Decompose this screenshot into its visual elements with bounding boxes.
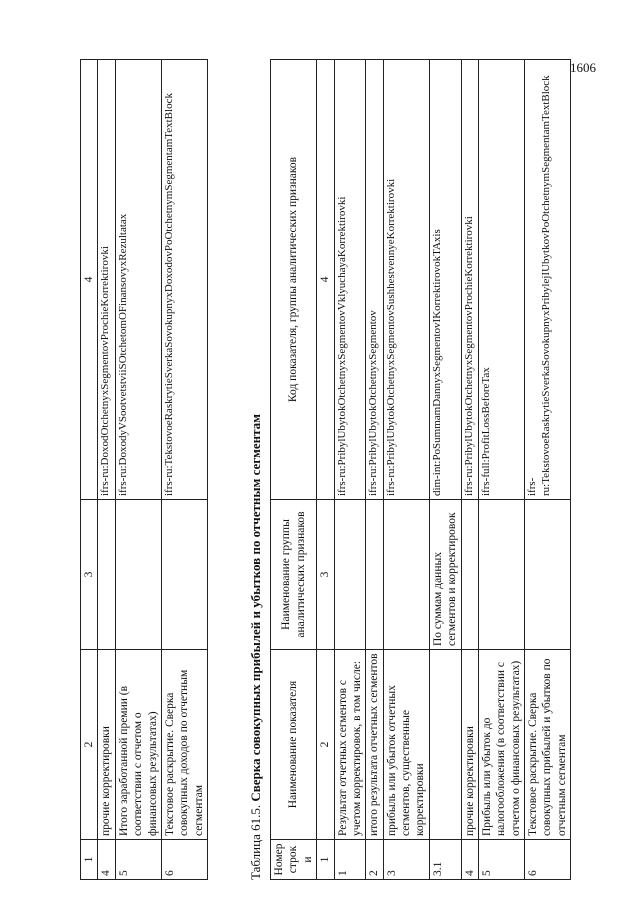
group-name (383, 500, 429, 650)
table-header-row (271, 60, 317, 880)
indicator-name: Итого заработанной премии (в соответствии с отчетом о финансовых результатах) (115, 650, 161, 840)
table-row (115, 60, 161, 880)
indicator-code: ifrs-ru:TekstovoeRaskrytieSverkaSovokupnyxDoxodovPoOtchetnymSegmentamTextBlock (161, 60, 207, 500)
header-row-number: Номер строки (271, 840, 317, 880)
row-number: 2 (366, 840, 383, 880)
indicator-name (429, 650, 461, 840)
indicator-name: Прибыль или убыток до налогообложения (в соответствии с отчетом о финансовых результатах) (478, 650, 524, 840)
table-row (525, 60, 571, 880)
header-indicator-name: Наименование показателя (271, 650, 317, 840)
row-number: 6 (161, 840, 207, 880)
indicator-name: Результат отчетных сегментов с учетом корректировок, в том числе: (334, 650, 366, 840)
indicator-code: ifrs-ru:PribylUbytokOtchetnyxSegmentovVklyuchayaKorrektirovki (334, 60, 366, 500)
table-caption (248, 60, 264, 880)
page-number: 1606 (570, 60, 596, 75)
rotated-page-content (80, 30, 620, 880)
indicator-code: ifrs-ru:DoxodyVSootvetstviiSOtchetomOFinansovyxRezultatax (115, 60, 161, 500)
group-name (161, 500, 207, 650)
column-index: 3 (81, 500, 98, 650)
indicator-code: ifrs-full:ProfitLossBeforeTax (478, 60, 524, 500)
indicator-code: ifrs-ru:PribylUbytokOtchetnyxSegmentovSushhestvennyeKorrektirovki (383, 60, 429, 500)
indicator-name: итого результата отчетных сегментов (366, 650, 383, 840)
group-name (525, 500, 571, 650)
column-index: 3 (317, 500, 334, 650)
continued-table (80, 59, 208, 880)
indicator-name: прибыль или убыток отчетных сегментов, существенные корректировки (383, 650, 429, 840)
column-index: 2 (81, 650, 98, 840)
segments-reconciliation-table (270, 59, 571, 880)
row-number: 5 (115, 840, 161, 880)
row-number: 1 (334, 840, 366, 880)
row-number: 3.1 (429, 840, 461, 880)
continued-table-body (81, 60, 208, 880)
column-index-row (317, 60, 334, 880)
table-row (98, 60, 115, 880)
indicator-code: ifrs-ru:PribylUbytokOtchetnyxSegmentov (366, 60, 383, 500)
group-name (98, 500, 115, 650)
column-index: 1 (81, 840, 98, 880)
column-index-row (81, 60, 98, 880)
group-name (478, 500, 524, 650)
row-number: 3 (383, 840, 429, 880)
row-number: 6 (525, 840, 571, 880)
group-name: По суммам данных сегментов и корректировок (429, 500, 461, 650)
table-row (429, 60, 461, 880)
indicator-code: ifrs-ru:TekstovoeRaskrytieSverkaSovokupnyxPribylejIUbytkovPoOtchetnymSegmentamTextBlock (525, 60, 571, 500)
table-row (478, 60, 524, 880)
group-name (115, 500, 161, 650)
indicator-name: Текстовое раскрытие. Сверка совокупных доходов по отчетным сегментам (161, 650, 207, 840)
table-row (461, 60, 478, 880)
table-row (366, 60, 383, 880)
indicator-code: dim-int:PoSummamDannyxSegmentovIKorrektirovokTAxis (429, 60, 461, 500)
column-index: 1 (317, 840, 334, 880)
table-row (334, 60, 366, 880)
column-index: 4 (317, 60, 334, 500)
column-index: 4 (81, 60, 98, 500)
indicator-code: ifrs-ru:DoxodOtchetnyxSegmentovProchieKorrektirovki (98, 60, 115, 500)
row-number: 4 (98, 840, 115, 880)
indicator-name: прочие корректировки (461, 650, 478, 840)
indicator-name: Текстовое раскрытие. Сверка совокупных прибылей и убытков по отчетным сегментам (525, 650, 571, 840)
indicator-code: ifrs-ru:PribylUbytokOtchetnyxSegmentovProchieKorrektirovki (461, 60, 478, 500)
group-name (461, 500, 478, 650)
row-number: 4 (461, 840, 478, 880)
row-number: 5 (478, 840, 524, 880)
group-name (366, 500, 383, 650)
header-group-name: Наименование группы аналитических признаков (271, 500, 317, 650)
table-row (383, 60, 429, 880)
column-index: 2 (317, 650, 334, 840)
table-caption-title: Сверка совокупных прибылей и убытков по отчетным сегментам (248, 413, 263, 802)
table-caption-prefix: Таблица 61.5. (248, 804, 263, 880)
table-row (161, 60, 207, 880)
group-name (334, 500, 366, 650)
header-indicator-code: Код показателя, группы аналитических признаков (271, 60, 317, 500)
indicator-name: прочие корректировки (98, 650, 115, 840)
